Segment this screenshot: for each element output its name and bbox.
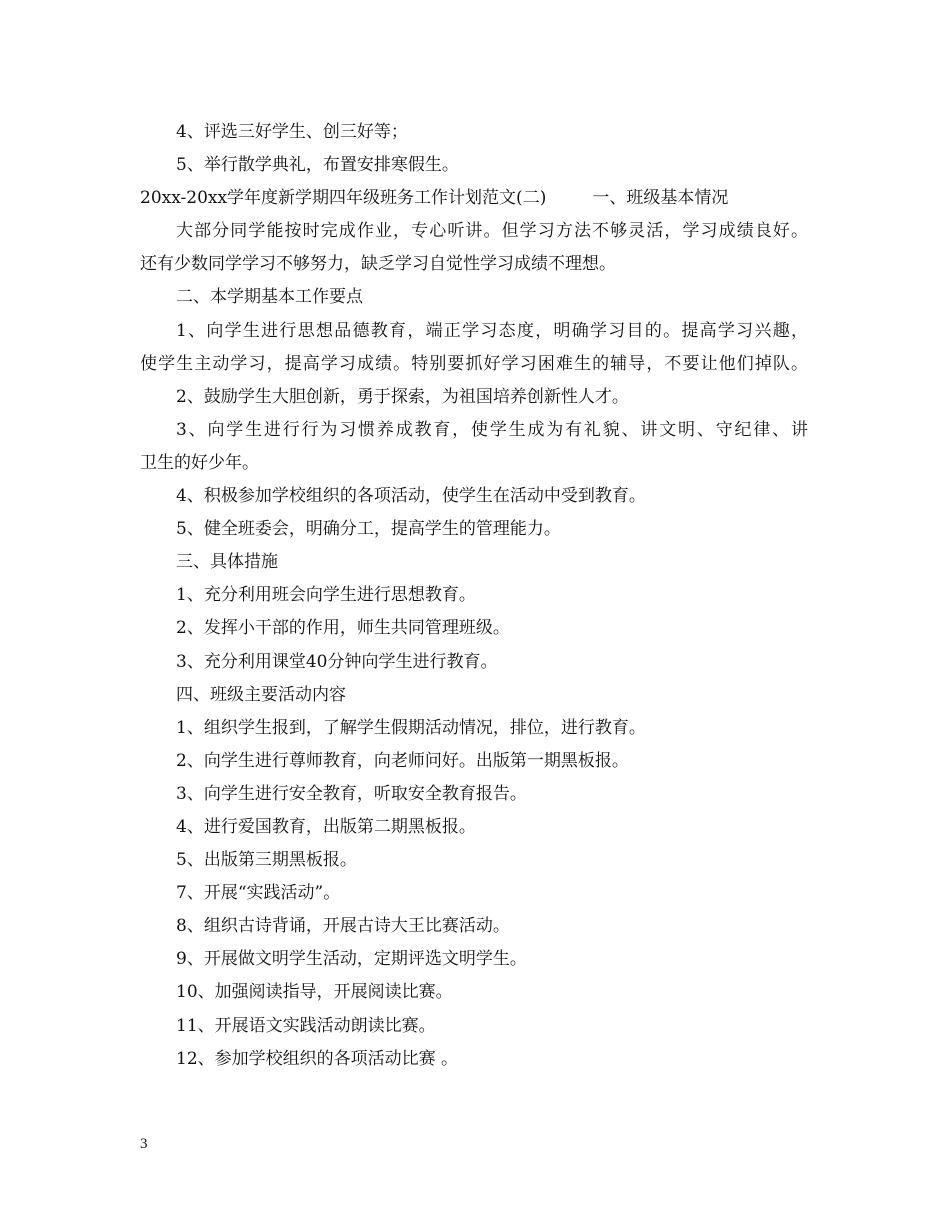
paragraph-line: 卫生的好少年。	[140, 452, 259, 473]
paragraph-line: 2、发挥小干部的作用，师生共同管理班级。	[176, 618, 510, 639]
paragraph-line: 5、出版第三期黑板报。	[176, 850, 357, 871]
section-heading: 二、本学期基本工作要点	[176, 287, 363, 308]
paragraph-line: 1、组织学生报到，了解学生假期活动情况，排位，进行教育。	[176, 717, 646, 738]
section-title-line	[140, 182, 808, 215]
paragraph-line: 1、向学生进行思想品德教育，端正学习态度，明确学习目的。提高学习兴趣，	[176, 320, 808, 341]
paragraph-line: 大部分同学能按时完成作业，专心听讲。但学习方法不够灵活，学习成绩良好。	[176, 221, 808, 242]
paragraph-line: 2、向学生进行尊师教育，向老师问好。出版第一期黑板报。	[176, 750, 629, 771]
page-number: 3	[140, 1136, 148, 1152]
paragraph-line: 10、加强阅读指导，开展阅读比赛。	[176, 982, 453, 1003]
paragraph-line: 还有少数同学学习不够努力，缺乏学习自觉性学习成绩不理想。	[140, 254, 616, 275]
paragraph-line: 1、充分利用班会向学生进行思想教育。	[176, 585, 476, 606]
paragraph-line: 3、充分利用课堂40分钟向学生进行教育。	[176, 651, 498, 672]
paragraph-line: 7、开展“实践活动”。	[176, 883, 341, 904]
paragraph-line: 5、举行散学典礼，布置安排寒假生。	[176, 155, 459, 176]
section-heading: 一、班级基本情况	[592, 188, 729, 209]
paragraph-line: 5、健全班委会，明确分工，提高学生的管理能力。	[176, 519, 561, 540]
paragraph-line: 8、组织古诗背诵，开展古诗大王比赛活动。	[176, 916, 510, 937]
paragraph-line: 9、开展做文明学生活动，定期评选文明学生。	[176, 949, 527, 970]
paragraph-line: 12、参加学校组织的各项活动比赛 。	[176, 1048, 459, 1069]
paragraph-line: 11、开展语文实践活动朗读比赛。	[176, 1015, 436, 1036]
paragraph-line: 3、向学生进行行为习惯养成教育，使学生成为有礼貌、讲文明、守纪律、讲	[176, 419, 808, 440]
document-body	[140, 116, 808, 1076]
section-heading: 三、具体措施	[176, 552, 278, 573]
paragraph-line: 4、积极参加学校组织的各项活动，使学生在活动中受到教育。	[176, 486, 646, 507]
document-subtitle: 20xx-20xx学年度新学期四年级班务工作计划范文(二)	[140, 188, 547, 209]
paragraph-line: 3、向学生进行安全教育，听取安全教育报告。	[176, 783, 527, 804]
section-heading: 四、班级主要活动内容	[176, 684, 346, 705]
paragraph-line: 4、进行爱国教育，出版第二期黑板报。	[176, 816, 476, 837]
paragraph-line: 4、评选三好学生、创三好等；	[176, 122, 408, 142]
paragraph-line: 2、鼓励学生大胆创新，勇于探索，为祖国培养创新性人才。	[176, 386, 629, 407]
paragraph-line: 使学生主动学习，提高学习成绩。特别要抓好学习困难生的辅导，不要让他们掉队。	[140, 353, 808, 374]
